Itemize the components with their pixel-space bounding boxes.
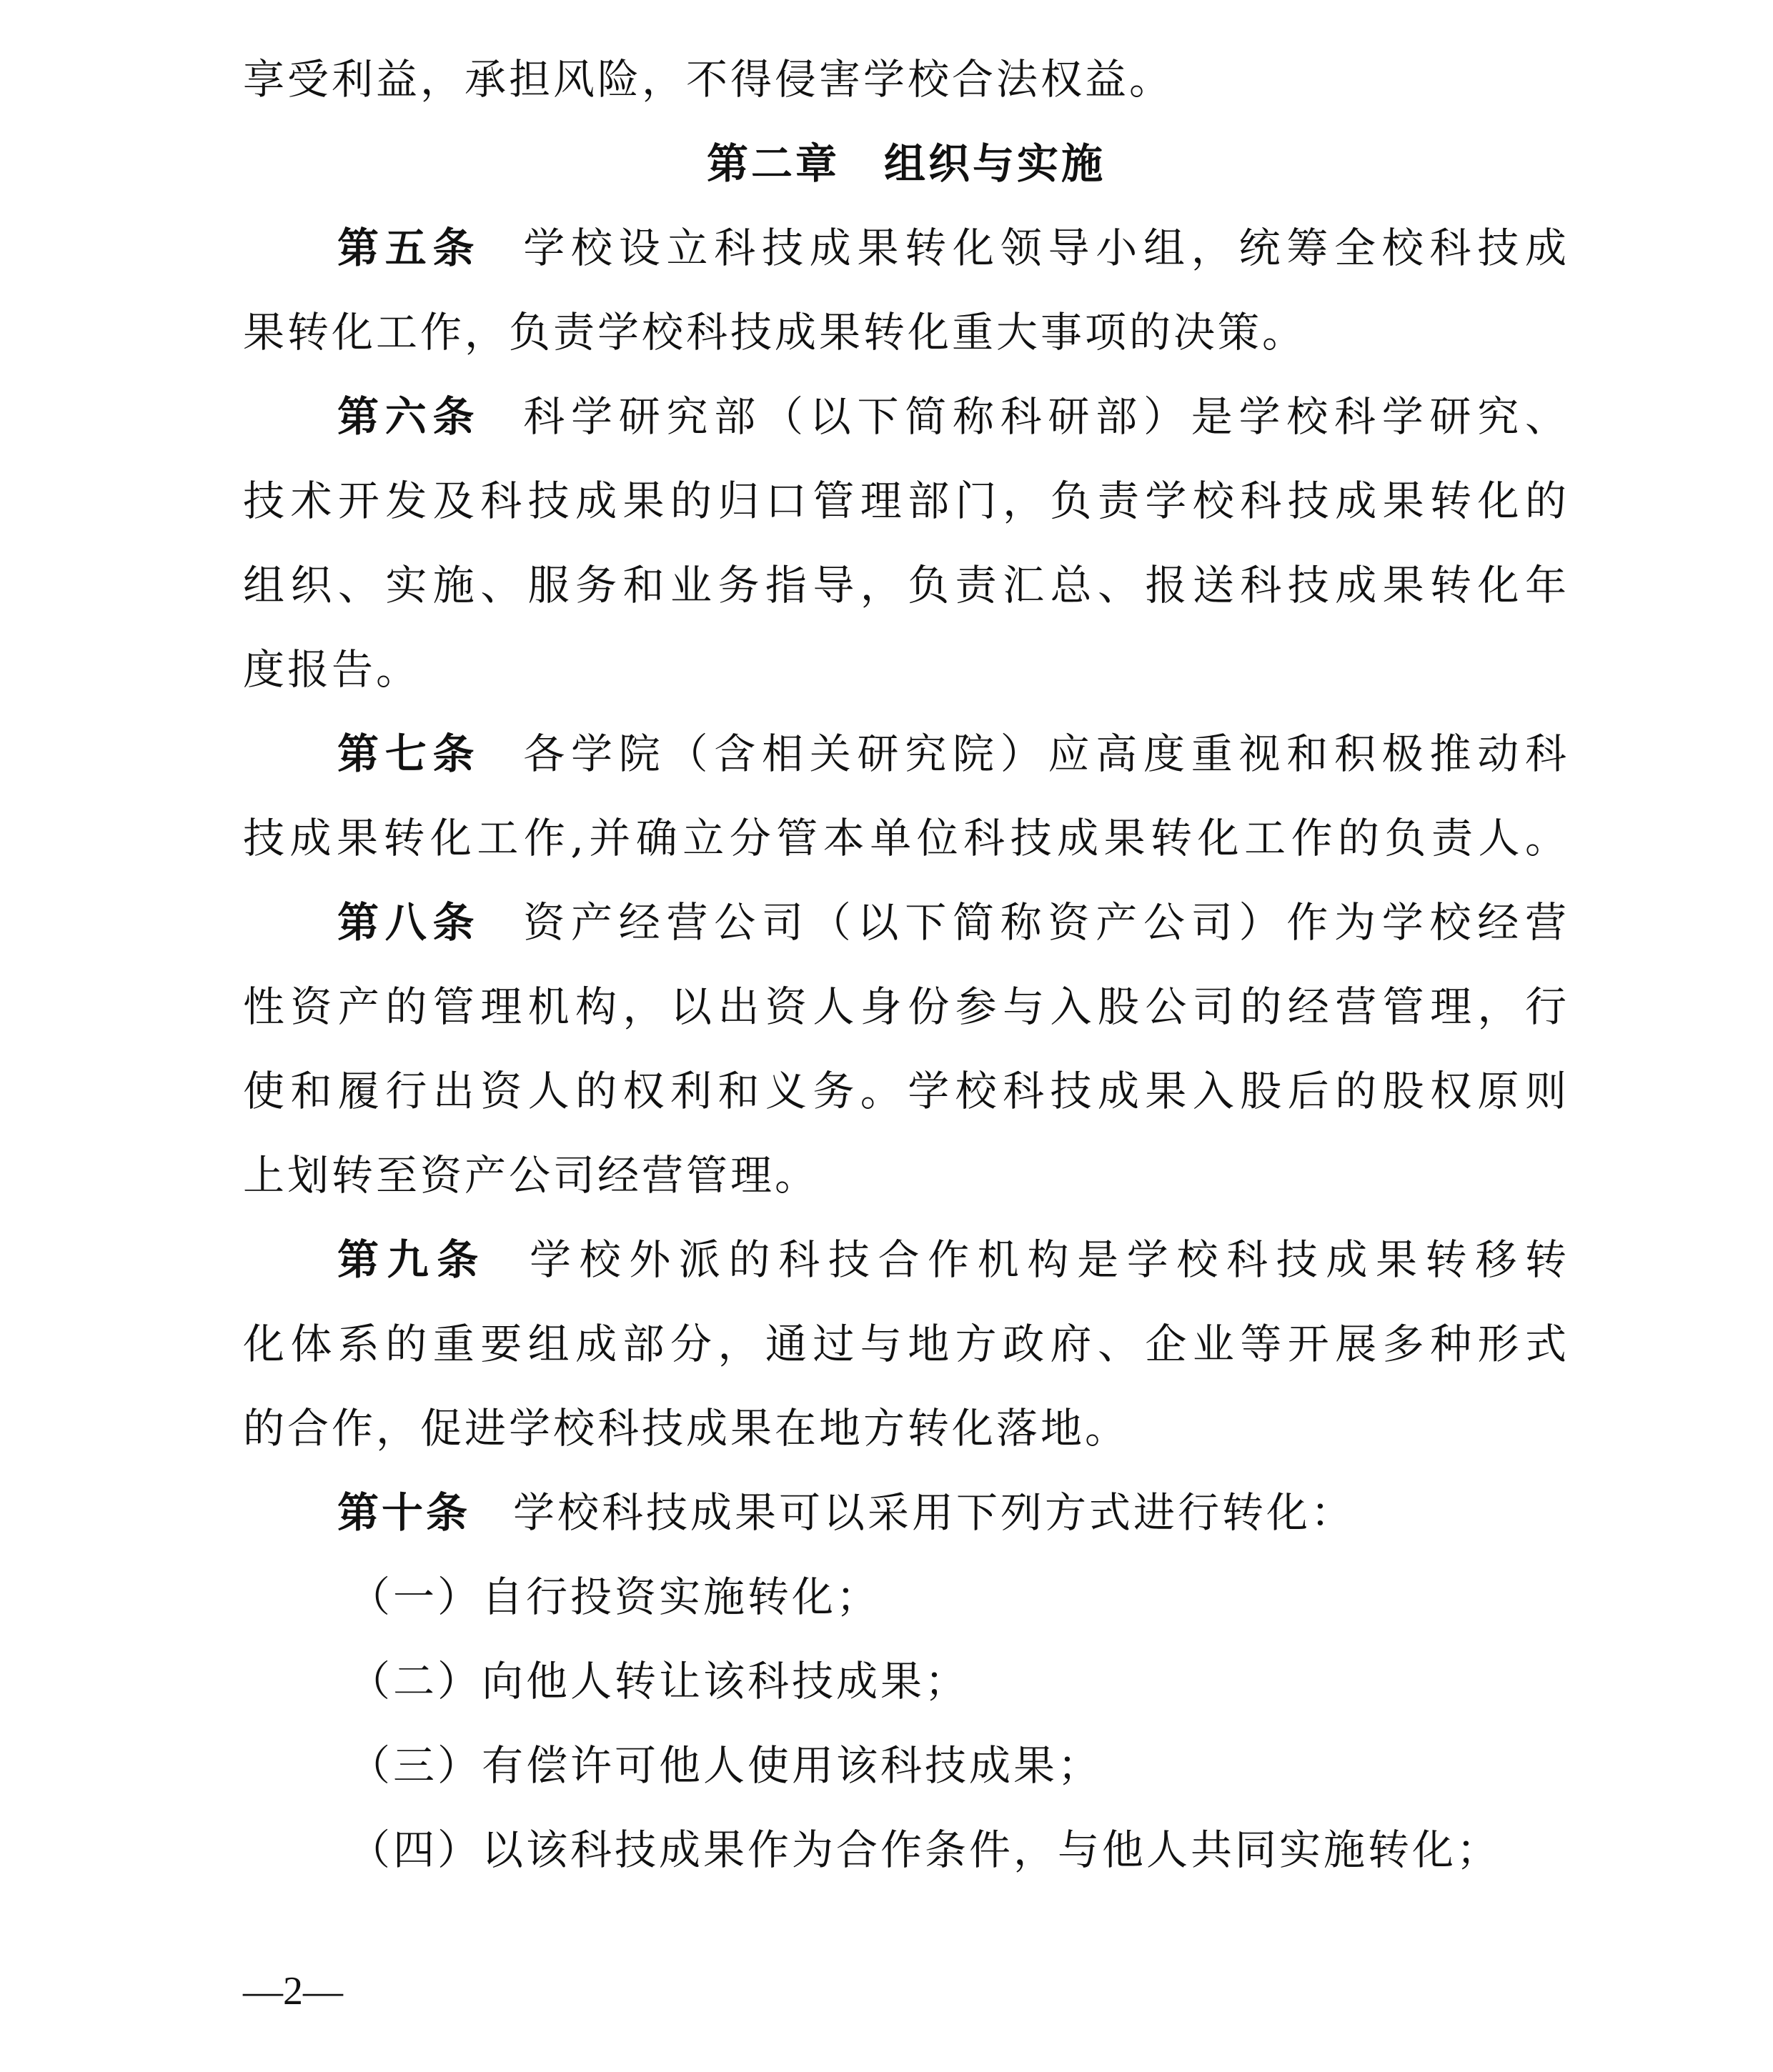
article-6-text: 科学研究部（以下简称科研部）是学校科学研究、 xyxy=(523,392,1569,441)
article-8-line-2: 性资产的管理机构，以出资人身份参与入股公司的经营管理，行 xyxy=(243,982,1569,1031)
article-5-line-2: 果转化工作，负责学校科技成果转化重大事项的决策。 xyxy=(243,308,1307,357)
article-10-line-1 xyxy=(243,1470,1569,1555)
article-8-line-1 xyxy=(243,880,1569,965)
article-8-label: 第八条 xyxy=(337,898,481,947)
document-page xyxy=(243,37,1569,1892)
list-item: （一）自行投资实施转化； xyxy=(349,1573,881,1621)
article-9-line-1 xyxy=(243,1217,1569,1302)
article-7-line-1 xyxy=(243,712,1569,796)
list-item: （四）以该科技成果作为合作条件，与他人共同实施转化； xyxy=(349,1826,1501,1874)
article-10-label: 第十条 xyxy=(337,1488,471,1537)
article-9-label: 第九条 xyxy=(337,1235,487,1284)
paragraph-line: 享受利益，承担风险，不得侵害学校合法权益。 xyxy=(243,55,1174,104)
article-8-line-4: 上划转至资产公司经营管理。 xyxy=(243,1151,820,1200)
article-5-text: 学校设立科技成果转化领导小组，统筹全校科技成 xyxy=(523,224,1569,272)
article-6-line-2: 技术开发及科技成果的归口管理部门，负责学校科技成果转化的 xyxy=(243,477,1569,525)
article-10-text: 学校科技成果可以采用下列方式进行转化： xyxy=(513,1488,1356,1537)
article-8-text: 资产经营公司（以下简称资产公司）作为学校经营 xyxy=(523,898,1569,947)
list-item: （三）有偿许可他人使用该科技成果； xyxy=(349,1741,1103,1790)
article-5-line-1 xyxy=(243,206,1569,290)
article-7-label: 第七条 xyxy=(337,729,481,778)
article-9-line-3: 的合作，促进学校科技成果在地方转化落地。 xyxy=(243,1404,1130,1453)
article-6-label: 第六条 xyxy=(337,392,481,441)
chapter-title: 第二章 组织与实施 xyxy=(706,139,1106,188)
article-6-line-3: 组织、实施、服务和业务指导，负责汇总、报送科技成果转化年 xyxy=(243,561,1569,609)
article-9-line-2: 化体系的重要组成部分，通过与地方政府、企业等开展多种形式 xyxy=(243,1320,1569,1368)
article-7-text: 各学院（含相关研究院）应高度重视和积极推动科 xyxy=(523,729,1569,778)
article-6-line-1 xyxy=(243,374,1569,459)
article-9-text: 学校外派的科技合作机构是学校科技成果转移转 xyxy=(529,1235,1569,1284)
list-item: （二）向他人转让该科技成果； xyxy=(349,1657,970,1705)
article-5-label: 第五条 xyxy=(337,224,481,272)
article-7-line-2: 技成果转化工作,并确立分管本单位科技成果转化工作的负责人。 xyxy=(243,814,1569,862)
article-8-line-3: 使和履行出资人的权利和义务。学校科技成果入股后的股权原则 xyxy=(243,1067,1569,1115)
article-6-line-4: 度报告。 xyxy=(243,645,421,694)
page-number: —2— xyxy=(243,1969,343,2013)
